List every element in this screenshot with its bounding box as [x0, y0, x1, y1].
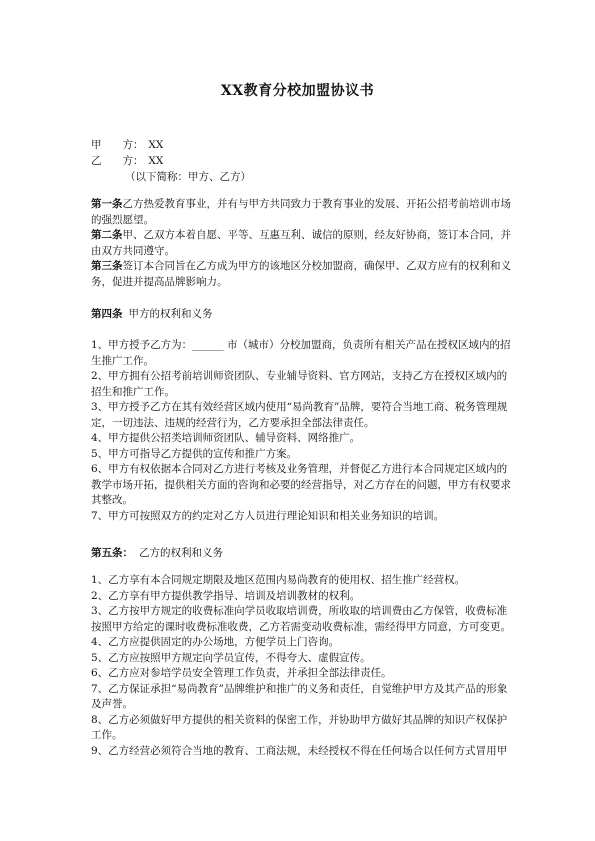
list-item: 2、乙方享有甲方提供教学指导、培训及培训教材的权利。: [91, 589, 361, 602]
document-title: XX教育分校加盟协议书: [220, 83, 375, 99]
list-item: 9、乙方经营必须符合当地的教育、工商法规，未经授权不得在任何场合以任何方式冒用甲: [91, 744, 508, 757]
section-5-number: 第五条：: [91, 547, 133, 559]
section-5-title: 乙方的权利和义务: [139, 547, 223, 559]
clause-3: [91, 259, 511, 290]
clause-text: 签订本合同旨在乙方成为甲方的该地区分校加盟商，确保甲、乙双方应有的权利和义务，促进并提高品牌影响力。: [91, 260, 511, 288]
section-4-items: [91, 338, 511, 524]
list-item: 8、乙方必须做好甲方提供的相关资料的保密工作，并协助甲方做好其品牌的知识产权保护工作。: [91, 713, 508, 741]
list-item: 6、乙方应对参培学员安全管理工作负责，并承担全部法律责任。: [91, 667, 392, 679]
clause-text: 乙方热爱教育事业，并有与甲方共同致力于教育事业的发展、开拓公招考前培训市场的强烈愿望。: [91, 198, 511, 226]
clause-head: 第二条: [91, 229, 123, 241]
party-b-label: 乙 方：: [91, 155, 144, 167]
section-4-title: 甲方的权利和义务: [128, 308, 213, 320]
list-item: 5、甲方可指导乙方提供的宣传和推广方案。: [91, 447, 298, 460]
list-item: 1、甲方授予乙方为：______ 市（城市）分校加盟商，负责所有相关产品在授权区域内的招生推广工作。: [91, 339, 511, 367]
section-4-number: 第四条: [91, 308, 123, 320]
party-b-row: [91, 153, 251, 169]
list-item: 5、乙方应按照甲方规定向学员宣传，不得夸大、虚假宣传。: [91, 651, 371, 664]
parties-block: [91, 137, 251, 185]
list-item: 7、乙方保证承担“易尚教育”品牌维护和推广的义务和责任，自觉维护甲方及其产品的形象及声誉。: [91, 682, 508, 710]
list-item: 1、乙方享有本合同规定期限及地区范围内易尚教育的使用权、招生推广经营权。: [91, 574, 466, 586]
section-5-items: [91, 573, 511, 759]
list-item: 7、甲方可按照双方的约定对乙方人员进行理论知识和相关业务知识的培训。: [91, 509, 445, 522]
section-4-heading: [91, 306, 213, 321]
party-b-value: XX: [148, 155, 164, 167]
party-a-label: 甲 方：: [91, 139, 144, 151]
clause-head: 第一条: [91, 198, 123, 210]
clause-1: [91, 197, 511, 228]
list-item: 4、甲方提供公招类培训师资团队、辅导资料、网络推广。: [91, 432, 361, 444]
list-item: 3、甲方授予乙方在其有效经营区域内使用“易尚教育”品牌，要符合当地工商、税务管理规定，一切违法、违规的经营行为，乙方要承担全部法律责任。: [91, 401, 508, 429]
section-5-heading: [91, 545, 223, 560]
list-item: 4、乙方应提供固定的办公场地，方便学员上门咨询。: [91, 636, 340, 648]
list-item: 3、乙方按甲方规定的收费标准向学员收取培训费，所收取的培训费由乙方保管，收费标准按照甲方给定的课时收费标准收费，乙方若需变动收费标准，需经得甲方同意，方可变更。: [91, 605, 511, 633]
party-a-row: [91, 137, 251, 153]
clause-2: [91, 228, 511, 259]
intro-clauses: [91, 197, 511, 290]
parties-note: （以下简称：甲方、乙方）: [125, 171, 251, 183]
list-item: 2、甲方拥有公招考前培训师资团队、专业辅导资料、官方网站，支持乙方在授权区域内的招生和推广工作。: [91, 370, 508, 398]
list-item: 6、甲方有权依据本合同对乙方进行考核及业务管理，并督促乙方进行本合同规定区域内的教学市场开拓，提供相关方面的咨询和必要的经营指导，对乙方存在的问题，甲方有权要求其整改。: [91, 463, 511, 506]
party-a-value: XX: [148, 139, 164, 151]
clause-text: 甲、乙双方本着自愿、平等、互惠互利、诚信的原则，经友好协商，签订本合同，并由双方共同遵守。: [91, 229, 511, 257]
clause-head: 第三条: [91, 260, 123, 272]
